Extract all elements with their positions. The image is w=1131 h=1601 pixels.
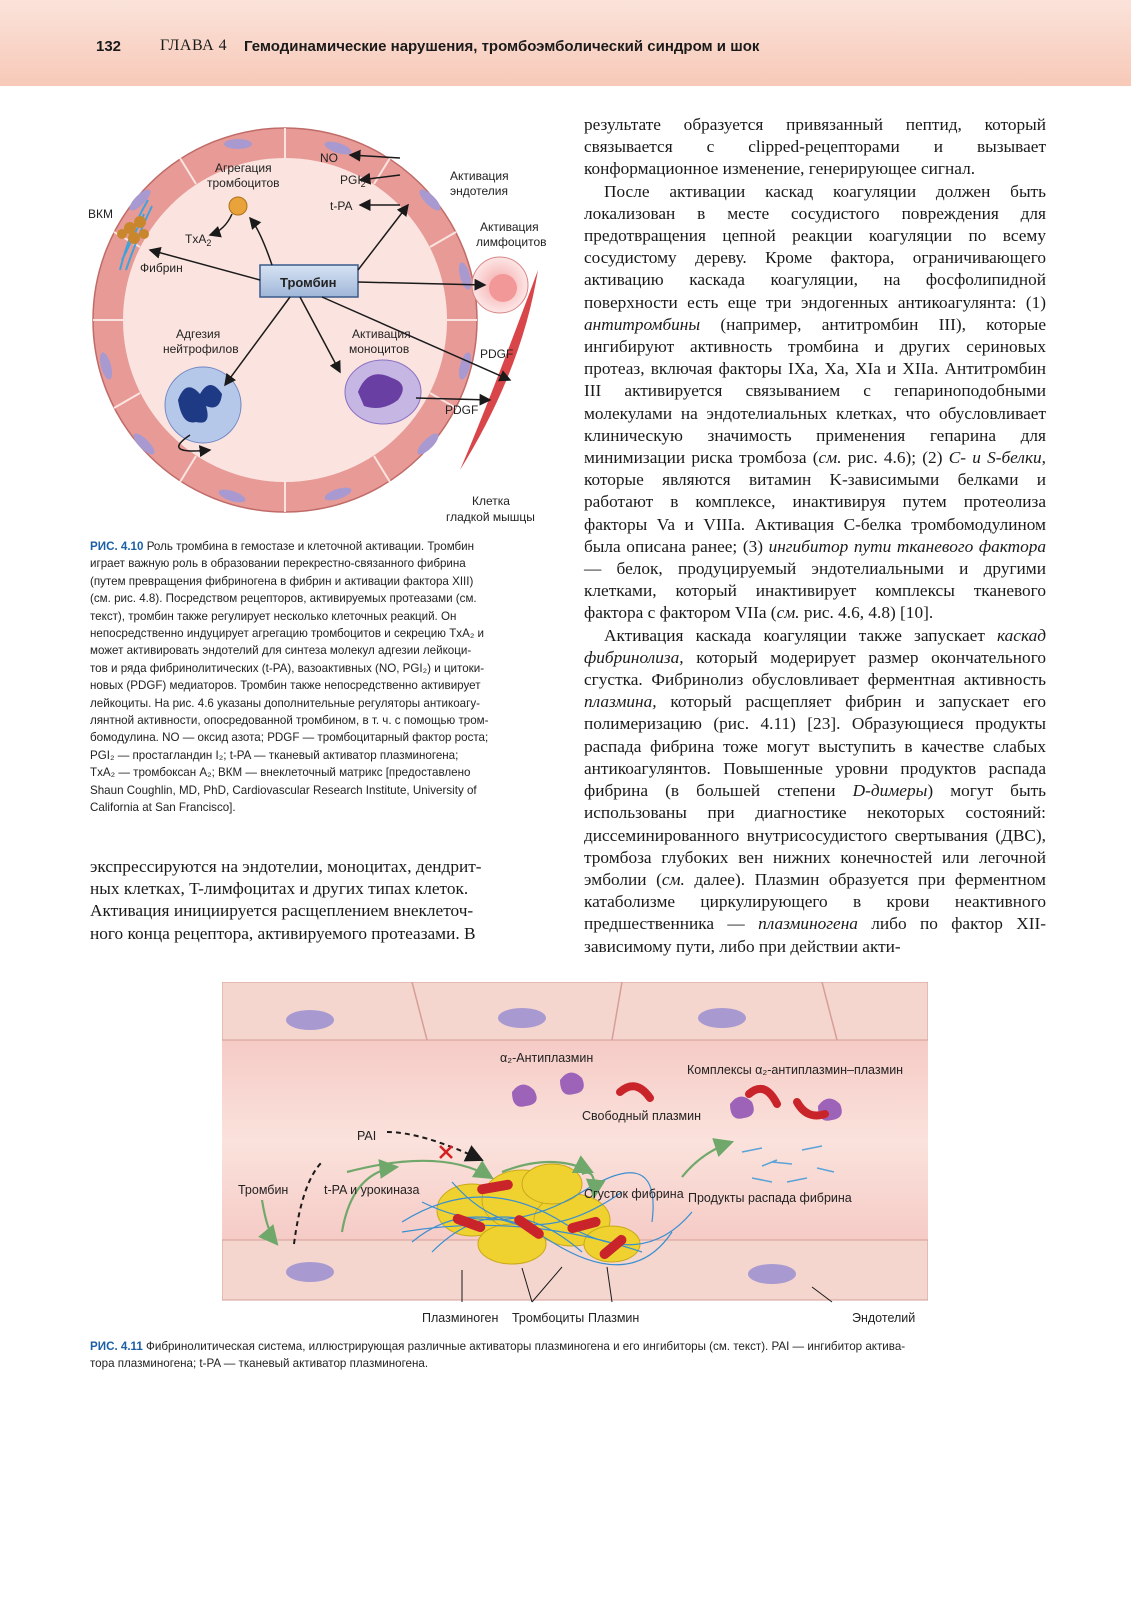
caption-line: PGI₂ — простагландин I₂; t-PA — тканевый активатор плазминогена; <box>90 748 459 762</box>
text-line: экспрессируются на эндотелии, моноцитах, дендрит- <box>90 857 482 876</box>
label-platelets: Тромбоциты <box>512 1311 585 1325</box>
label-no: NO <box>320 151 338 165</box>
caption-line: новых (PDGF) медиаторов. Тромбин также непосредственно активирует <box>90 679 481 693</box>
paragraph-2: После активации каскад коагуляции должен быть локализован в месте сосудистого повреждения для предотвращения цепной реакции коагуляции по всему сосудистому дереву. Кроме фактора, ограничивающего активацию каскада коагуляции, на фосфолипидной поверхности есть еще три эндогенных антикоагулянта: (1) антитромбины (например, антитромбин III), которые ингибируют активность тромбина и других сериновых протеаз, включая факторы IXa, Xa, XIa и XIIa. Антитромбин III активируется связыванием с гепариноподобными молекулами на эндотелиальных клетках, что обусловливает клиническую значимость применения гепарина для минимизации риска тромбоза (см. рис. 4.6); (2) C- и S-белки, которые являются витамин K-зависимыми белками и работают в комплексе, инактивируя путем протеолиза факторы Va и VIIIa. Активация C-белка тромбомодулином была описана ранее; (3) ингибитор пути тканевого фактора — белок, продуцируемый эндотелиальными и другими клетками, который инактивирует комплексы тканевого фактора с фактором VIIa (см. рис. 4.6, 4.8) [10]. <box>584 181 1046 623</box>
figure-4-10-caption <box>90 538 552 817</box>
label-pdgf-1: PDGF <box>480 347 514 361</box>
label-fibrin-clot: Сгусток фибрина <box>584 1187 684 1201</box>
caption-line: (см. рис. 4.8). Посредством рецепторов, активируемых протеазами (см. <box>90 592 477 606</box>
caption-line: играет важную роль в образовании перекрестно-связанного фибрина <box>90 557 466 571</box>
label-complexes: Комплексы α₂-антиплазмин–плазмин <box>687 1063 904 1077</box>
label-thrombin: Тромбин <box>280 275 337 290</box>
label-smooth-muscle-1: Клетка <box>472 494 510 508</box>
caption-line: лейкоциты. На рис. 4.6 указаны дополнительные регуляторы антикоагу- <box>90 696 480 710</box>
label-vkm: ВКМ <box>88 207 113 221</box>
label-tpa: t-PA <box>330 199 353 213</box>
caption-line: может активировать эндотелий для синтеза молекул адгезии лейкоци- <box>90 644 472 658</box>
caption-line: бомодулина. NO — оксид азота; PDGF — тромбоцитарный фактор роста; <box>90 731 489 745</box>
label-platelet-aggregation-2: тромбоцитов <box>207 176 280 190</box>
label-pdgf-2: PDGF <box>445 403 479 417</box>
label-tpa-urokinase: t-PA и урокиназа <box>324 1183 420 1197</box>
label-lymphocyte-activation-2: лимфоцитов <box>476 235 547 249</box>
caption-line: Shaun Coughlin, MD, PhD, Cardiovascular Research Institute, University of <box>90 783 477 797</box>
label-plasmin: Плазмин <box>588 1311 640 1325</box>
caption-line: РИС. 4.11 Фибринолитическая система, иллюстрирующая различные активаторы плазминогена и его ингибиторы (см. текст). PAI — ингибитор актива- <box>90 1340 906 1353</box>
right-column-text <box>584 114 1046 958</box>
caption-line: тора плазминогена; t-PA — тканевый активатор плазминогена. <box>90 1357 429 1371</box>
caption-line: текст), тромбин также регулирует несколько клеточных реакций. Он <box>90 609 457 623</box>
label-pgi2: $PGI_2$ <box>340 173 366 189</box>
label-smooth-muscle-2: гладкой мышцы <box>446 510 535 524</box>
figure-4-11-caption <box>90 1338 1050 1373</box>
chapter-title: Гемодинамические нарушения, тромбоэмболический синдром и шок <box>244 38 760 55</box>
label-endothelium: Эндотелий <box>852 1311 916 1325</box>
left-column-text <box>90 856 552 945</box>
label-monocyte-activation-1: Активация <box>352 327 411 341</box>
caption-label: РИС. 4.10 <box>90 540 144 553</box>
label-thrombin-11: Тромбин <box>238 1183 289 1197</box>
label-neutrophil-adhesion-2: нейтрофилов <box>163 342 239 356</box>
label-plasminogen: Плазминоген <box>422 1311 499 1325</box>
label-endothelial-activation-2: эндотелия <box>450 184 509 198</box>
figure-4-10-diagram <box>60 110 580 530</box>
platelet-aggregate-icon <box>229 197 247 215</box>
paragraph-1: результате образуется привязанный пептид, который связывается с clipped-рецепторами и вызывает конформационное изменение, генерирующее сигнал. <box>584 115 1046 179</box>
figure-4-11-diagram <box>222 982 928 1330</box>
page-number: 132 <box>96 38 122 55</box>
label-fibrin: Фибрин <box>140 261 183 275</box>
text-line: Активация инициируется расщеплением внеклеточ- <box>90 901 474 921</box>
label-endothelial-activation-1: Активация <box>450 169 509 183</box>
chapter-label: ГЛАВА 4 <box>160 37 228 54</box>
label-free-plasmin: Свободный плазмин <box>582 1109 702 1123</box>
caption-line: California at San Francisco]. <box>90 801 236 815</box>
caption-line: (путем превращения фибриногена в фибрин и активации фактора XIII) <box>90 574 474 588</box>
caption-line: непосредственно индуцирует агрегацию тромбоцитов и секрецию TxA₂ и <box>90 627 485 641</box>
running-header <box>0 0 1131 86</box>
label-fibrin-degradation: Продукты распада фибрина <box>688 1191 852 1205</box>
vessel-lumen <box>123 158 447 482</box>
label-txa2: TxA$_2$ <box>185 232 212 248</box>
caption-line: лянтной активности, опосредованной тромбином, в т. ч. с помощью тром- <box>90 714 489 728</box>
label-lymphocyte-activation-1: Активация <box>480 220 539 234</box>
paragraph-3: Активация каскада коагуляции также запускает каскад фибринолиза, который модерирует размер окончательного сгустка. Фибринолиз обусловливает ферментная активность плазмина, который расщепляет фибрин и запускает его полимеризацию (рис. 4.11) [23]. Образующиеся продукты распада фибрина тоже могут выступить в качестве слабых антикоагулянтов. Повышенные уровни продуктов распада фибрина (в большей степени D-димеры) могут быть использованы при диагностике некоторых состояний: диссеминированного внутрисосудистого свертывания (ДВС), тромбоза глубоких вен нижних конечностей или легочной эмболии (см. далее). Плазмин образуется при ферментном катаболизме циркулирующего в крови неактивного предшественника — плазминогена либо по фактор XII-зависимому пути, либо при действии акти- <box>584 625 1047 956</box>
text-line: ного конца рецептора, активируемого протеазами. В <box>90 923 476 943</box>
endothelium-top <box>222 982 928 1040</box>
caption-line: РИС. 4.10 Роль тромбина в гемостазе и клеточной активации. Тромбин <box>90 540 475 553</box>
caption-line: TxA₂ — тромбоксан A₂; ВКМ — внеклеточный матрикс [предоставлено <box>90 766 471 780</box>
text-line: ных клетках, T-лимфоцитах и других типах клеток. <box>90 879 469 899</box>
caption-label: РИС. 4.11 <box>90 1340 143 1353</box>
label-neutrophil-adhesion-1: Адгезия <box>176 327 221 341</box>
label-alpha2-antiplasmin: α₂-Антиплазмин <box>500 1051 594 1065</box>
label-platelet-aggregation-1: Агрегация <box>215 161 272 175</box>
label-monocyte-activation-2: моноцитов <box>349 342 410 356</box>
caption-line: тов и ряда фибринолитических (t-PA), вазоактивных (NO, PGI₂) и цитоки- <box>90 661 485 675</box>
label-pai: PAI <box>357 1129 377 1143</box>
